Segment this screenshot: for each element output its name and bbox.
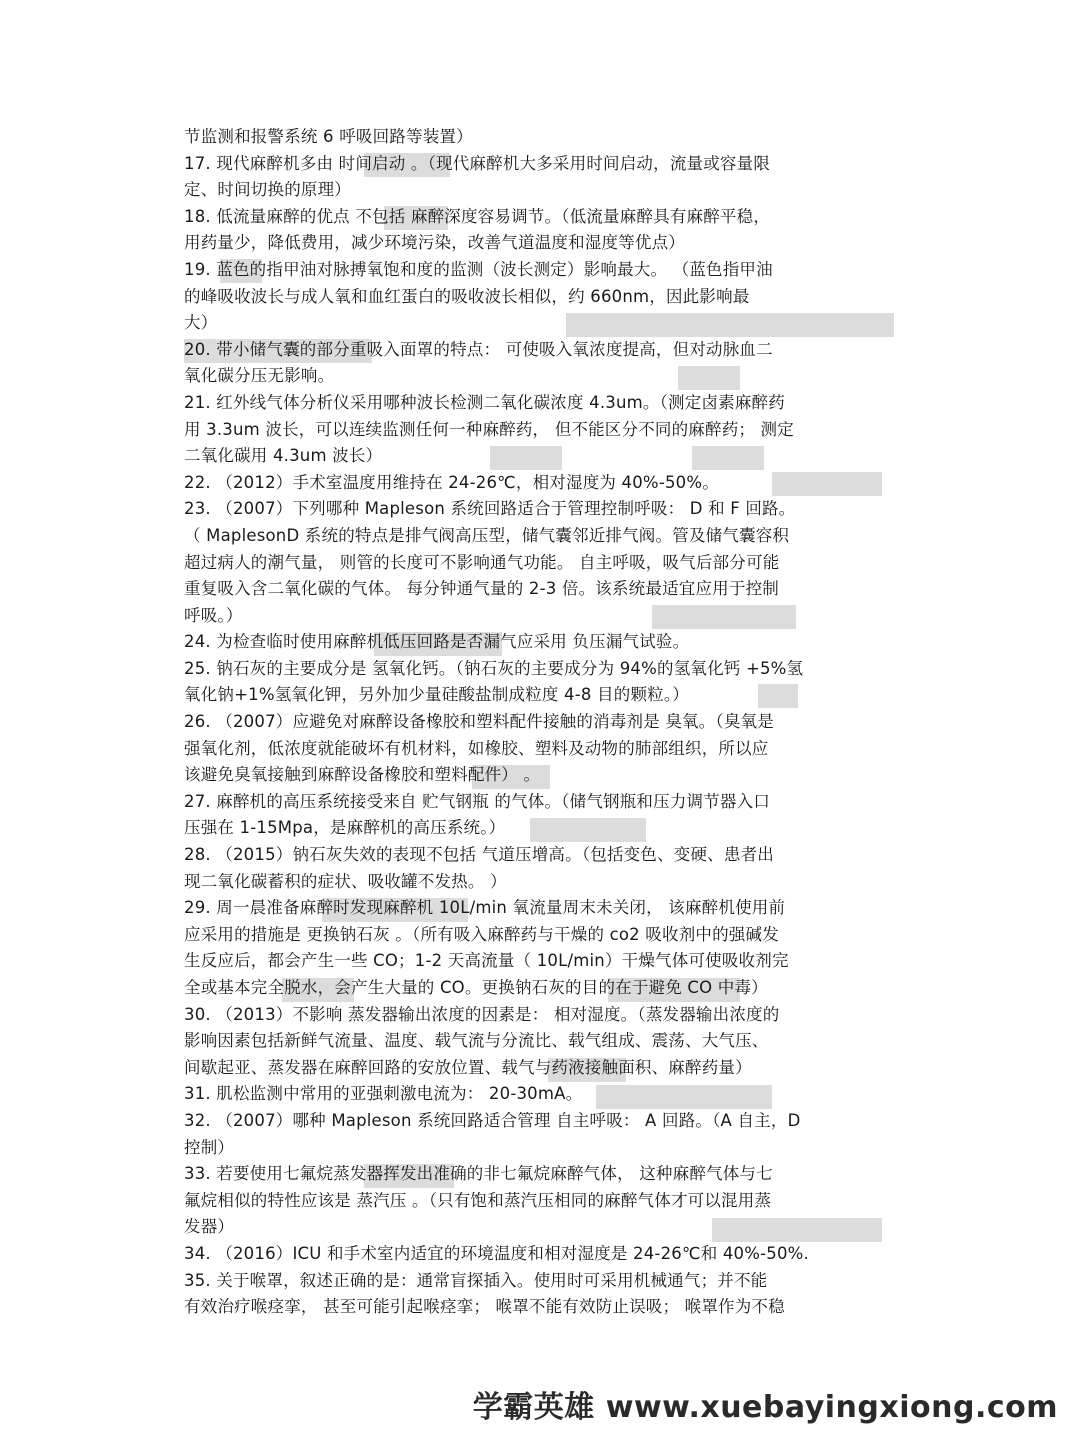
text-line: 31. 肌松监测中常用的亚强刺激电流为： 20-30mA。	[184, 1084, 583, 1104]
text-line: 33. 若要使用七氟烷蒸发器挥发出准确的非七氟烷麻醉气体， 这种麻醉气体与七	[184, 1164, 773, 1184]
text-line: 全或基本完全脱水，会产生大量的 CO。更换钠石灰的目的在于避免 CO 中毒）	[184, 978, 768, 997]
text-line: 节监测和报警系统 6 呼吸回路等装置）	[184, 127, 473, 146]
text-line: 21. 红外线气体分析仪采用哪种波长检测二氧化碳浓度 4.3um。（测定卤素麻醉药	[184, 392, 785, 412]
text-line: 发器）	[184, 1217, 235, 1237]
text-line: 27. 麻醉机的高压系统接受来自 贮气钢瓶 的气体。（储气钢瓶和压力调节器入口	[184, 791, 771, 811]
text-line: 34. （2016）ICU 和手术室内适宜的环境温度和相对湿度是 24-26℃和 40%-50%.	[184, 1243, 809, 1263]
text-line: 二氧化碳用 4.3um 波长）	[184, 446, 383, 466]
text-line: 定、时间切换的原理）	[184, 180, 351, 200]
text-line: 有效治疗喉痉挛， 甚至可能引起喉痉挛； 喉罩不能有效防止误吸； 喉罩作为不稳	[184, 1297, 785, 1317]
text-line: 呼吸。）	[184, 605, 243, 625]
text-line: 超过病人的潮气量， 则管的长度可不影响通气功能。 自主呼吸，吸气后部分可能	[184, 552, 780, 572]
text-line: 氧化钠+1%氢氧化钾，另外加少量硅酸盐制成粒度 4-8 目的颗粒。）	[184, 685, 689, 705]
text-line: 重复吸入含二氧化碳的气体。 每分钟通气量的 2-3 倍。该系统最适宜应用于控制	[184, 579, 779, 599]
text-line: 24. 为检查临时使用麻醉机低压回路是否漏气应采用 负压漏气试验。	[184, 632, 690, 652]
text-line: 该避免臭氧接触到麻醉设备橡胶和塑料配件） 。	[184, 765, 541, 785]
text-line: 25. 钠石灰的主要成分是 氢氧化钙。（钠石灰的主要成分为 94%的氢氧化钙 +5%氢	[184, 658, 804, 678]
text-line: 现二氧化碳蓄积的症状、吸收罐不发热。 ）	[184, 871, 507, 891]
text-line: 控制）	[184, 1137, 235, 1157]
text-line: 影响因素包括新鲜气流量、温度、载气流与分流比、载气组成、震荡、大气压、	[184, 1031, 769, 1051]
text-line: 35. 关于喉罩，叙述正确的是：通常盲探插入。使用时可采用机械通气；并不能	[184, 1270, 768, 1290]
text-line: 20. 带小储气囊的部分重吸入面罩的特点： 可使吸入氧浓度提高，但对动脉血二	[184, 339, 773, 359]
text-line: 18. 低流量麻醉的优点 不包括 麻醉深度容易调节。（低流量麻醉具有麻醉平稳，	[184, 206, 771, 226]
text-line: 32. （2007）哪种 Mapleson 系统回路适合管理 自主呼吸： A 回路。（A 自主，D	[184, 1110, 801, 1130]
text-line: 用药量少，降低费用，减少环境污染，改善气道温度和湿度等优点）	[184, 233, 685, 253]
text-line: 压强在 1-15Mpa，是麻醉机的高压系统。）	[184, 818, 506, 838]
text-line: 26. （2007）应避免对麻醉设备橡胶和塑料配件接触的消毒剂是 臭氧。（臭氧是	[184, 712, 774, 732]
text-line: 生反应后，都会产生一些 CO；1-2 天高流量（ 10L/min）干燥气体可使吸收剂完	[184, 951, 789, 971]
text-line: 用 3.3um 波长，可以连续监测任何一种麻醉药， 但不能区分不同的麻醉药； 测定	[184, 419, 794, 439]
text-line: 29. 周一晨准备麻醉时发现麻醉机 10L/min 氧流量周末未关闭， 该麻醉机使用前	[184, 898, 786, 918]
site-watermark: 学霸英雄 www.xuebayingxiong.com	[472, 1390, 1058, 1425]
text-line: 28. （2015）钠石灰失效的表现不包括 气道压增高。（包括变色、变硬、患者出	[184, 845, 774, 865]
text-line: 的峰吸收波长与成人氧和血红蛋白的吸收波长相似，约 660nm，因此影响最	[184, 286, 750, 306]
text-line: （ MaplesonD 系统的特点是排气阀高压型，储气囊邻近排气阀。管及储气囊容积	[184, 525, 790, 545]
text-line: 30. （2013）不影响 蒸发器输出浓度的因素是： 相对湿度。（蒸发器输出浓度的	[184, 1004, 780, 1024]
text-line: 17. 现代麻醉机多由 时间启动 。（现代麻醉机大多采用时间启动，流量或容量限	[184, 153, 771, 173]
text-line: 大）	[184, 313, 218, 333]
text-line: 19. 蓝色的指甲油对脉搏氧饱和度的监测（波长测定）影响最大。 （蓝色指甲油	[184, 259, 773, 279]
text-line: 间歇起亚、蒸发器在麻醉回路的安放位置、载气与药液接触面积、麻醉药量）	[184, 1057, 752, 1077]
text-line: 氧化碳分压无影响。	[184, 366, 335, 386]
document-page	[184, 124, 904, 1321]
text-line: 氟烷相似的特性应该是 蒸汽压 。（只有饱和蒸汽压相同的麻醉气体才可以混用蒸	[184, 1190, 772, 1210]
text-line: 23. （2007）下列哪种 Mapleson 系统回路适合于管理控制呼吸： D 和 F 回路。	[184, 499, 796, 519]
text-line: 强氧化剂，低浓度就能破坏有机材料，如橡胶、塑料及动物的肺部组织，所以应	[184, 738, 769, 758]
text-line: 应采用的措施是 更换钠石灰 。（所有吸入麻醉药与干燥的 co2 吸收剂中的强碱发	[184, 924, 779, 944]
text-line: 22. （2012）手术室温度用维持在 24-26℃，相对湿度为 40%-50%。	[184, 472, 719, 492]
